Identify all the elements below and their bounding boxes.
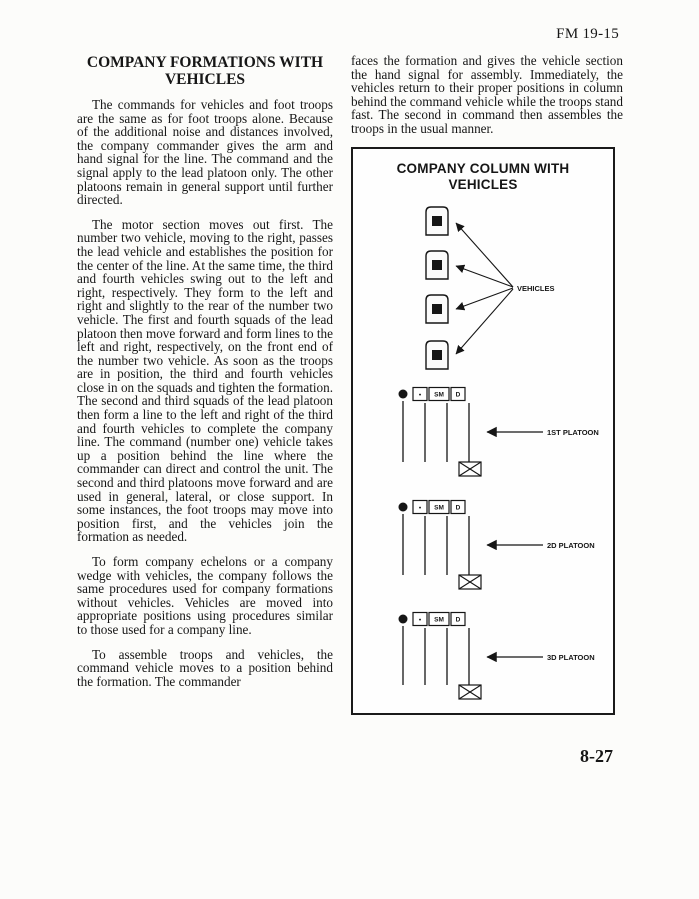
vehicle-symbol-2 <box>426 251 448 279</box>
unit-box-label: D <box>455 504 461 512</box>
vehicle-number: 2 <box>435 262 439 270</box>
figure-title-line2: VEHICLES <box>448 176 518 192</box>
figure-title-line1: COMPANY COLUMN WITH <box>396 160 570 176</box>
figure-company-column <box>351 147 615 715</box>
section-heading <box>77 54 333 88</box>
paragraph: To assemble troops and vehicles, the command vehicle moves to a position behind the formation. The commander <box>77 646 333 689</box>
platoon-label: 3D PLATOON <box>547 652 595 662</box>
platoon-label: 2D PLATOON <box>547 540 595 550</box>
platoon-group-2 <box>399 500 595 589</box>
vehicle-number: 3 <box>435 306 439 314</box>
unit-box-label: • <box>418 504 422 512</box>
unit-box-label: D <box>455 616 461 624</box>
unit-box-label: D <box>455 391 461 399</box>
company-column-diagram <box>355 197 611 709</box>
vehicle-symbol-1 <box>426 207 448 235</box>
paragraph: The motor section moves out first. The number two vehicle, moving to the right, passes the lead vehicle and establishes the position for the center of the line. At the same time, the third and fourth vehicles swing out to the left and right, respectively. They form to the left and right and slightly to the rear of the number two vehicle. The first and fourth squads of the lead platoon then move forward and form lines to the left and right, respectively, on the front end of the number two vehicle. As soon as the troops are in position, the third and fourth vehicles close in on the squads and tighten the formation. The second and third squads of the lead platoon then form a line to the left and right of the third and fourth vehicles to complete the company line. The command (number one) vehicle takes up a position behind the line where the commander can direct and control the unit. The second and third platoons move forward and are used in general, lateral, or close support. In some instances, the foot troops may move into position first, and the vehicles join the formation as needed. <box>77 216 334 545</box>
platoon-leader-symbol <box>399 389 408 398</box>
paragraph-continuation: faces the formation and gives the vehicle section the hand signal for assembly. Immediately, the vehicles return to their proper positions in column behind the command vehicle while the troops stand fast. The second in command then assembles the troops in the usual manner. <box>351 53 623 136</box>
right-column <box>351 54 623 715</box>
unit-box-label: • <box>418 391 422 399</box>
figure-title <box>353 149 613 193</box>
unit-box-label: SM <box>434 391 444 399</box>
vehicle-number: 4 <box>435 352 439 360</box>
platoon-leader-symbol <box>399 614 408 623</box>
paragraph: To form company echelons or a company wedge with vehicles, the company follows the same procedures used for company formations without vehicles. Vehicles are moved into appropriate positions using procedures similar to those used for a company line. <box>77 554 333 637</box>
vehicles-callout <box>456 223 555 354</box>
platoon-label: 1ST PLATOON <box>547 427 599 437</box>
section-heading-line1: COMPANY FORMATIONS WITH <box>86 54 324 71</box>
vehicle-symbol-4 <box>426 341 448 369</box>
manual-number: FM 19-15 <box>556 26 619 42</box>
platoon-leader-symbol <box>399 502 408 511</box>
unit-box-label: SM <box>434 504 444 512</box>
paragraph: The commands for vehicles and foot troops are the same as for foot troops alone. Because of the additional noise and distances involved, the company commander gives the arm and hand signal for the line. The command and the signal apply to the lead platoon only. The other platoons remain in general support until further directed. <box>77 97 333 208</box>
platoon-group-1 <box>399 387 599 476</box>
left-column <box>77 54 333 699</box>
unit-box-label: SM <box>434 616 444 624</box>
page-number: 8-27 <box>580 746 613 766</box>
vehicle-number: 1 <box>435 218 439 226</box>
unit-box-label: • <box>418 616 422 624</box>
vehicles-label: VEHICLES <box>517 283 555 293</box>
section-heading-line2: VEHICLES <box>164 71 246 88</box>
vehicle-symbol-3 <box>426 295 448 323</box>
platoon-group-3 <box>399 612 595 699</box>
